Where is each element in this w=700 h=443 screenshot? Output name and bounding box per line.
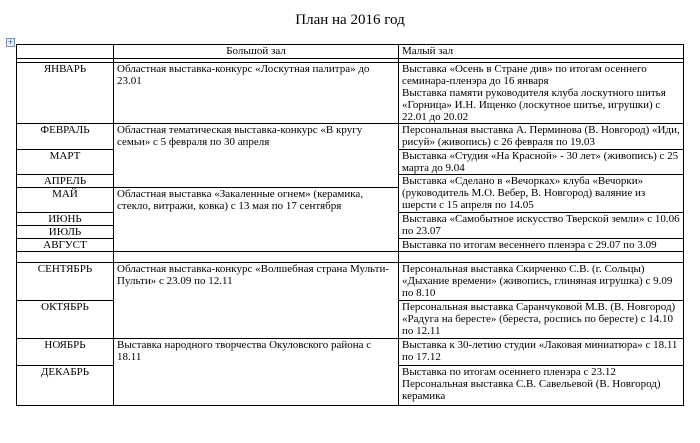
- month-february: ФЕВРАЛЬ: [17, 124, 114, 150]
- table-row: [17, 263, 684, 301]
- small-hall-june-july: Выставка «Самобытное искусство Тверской земли» с 10.06 по 23.07: [399, 213, 684, 239]
- month-may: МАЙ: [17, 188, 114, 213]
- big-hall-september-october: Областная выставка-конкурс «Волшебная страна Мульти-Пульти» с 23.09 по 12.11: [114, 263, 399, 339]
- month-march: МАРТ: [17, 150, 114, 175]
- month-december: ДЕКАБРЬ: [17, 366, 114, 406]
- small-hall-september: Персональная выставка Скирченко С.В. (г. Сольцы) «Дыхание времени» (живопись, глиняная игрушка) с 9.09 по 8.10: [399, 263, 684, 301]
- month-january: ЯНВАРЬ: [17, 63, 114, 124]
- page-title: План на 2016 год: [295, 12, 405, 28]
- small-hall-january: Выставка «Осень в Стране див» по итогам осеннего семинара-пленэра до 16 января Выставка памяти руководителя клуба лоскутного шитья «Горница» И.Н. Ищенко (лоскутное шитье, игрушки) с 22.01 до 20.02: [399, 63, 684, 124]
- header-month: [17, 45, 114, 59]
- small-hall-august: Выставка по итогам весеннего пленэра с 29.07 по 3.09: [399, 239, 684, 252]
- month-july: ИЮЛЬ: [17, 226, 114, 239]
- big-hall-february-april: Областная тематическая выставка-конкурс «В кругу семьи» с 5 февраля по 30 апреля: [114, 124, 399, 188]
- month-september: СЕНТЯБРЬ: [17, 263, 114, 301]
- table-row: [17, 339, 684, 366]
- empty-cell: [17, 252, 114, 263]
- header-big-hall: Большой зал: [114, 45, 399, 59]
- big-hall-january: Областная выставка-конкурс «Лоскутная палитра» до 23.01: [114, 63, 399, 124]
- table-row: [17, 124, 684, 150]
- empty-cell: [399, 252, 684, 263]
- table-row: [17, 63, 684, 124]
- header-small-hall: Малый зал: [399, 45, 684, 59]
- plan-table: [16, 44, 684, 406]
- small-hall-march: Выставка «Студия «На Красной» - 30 лет» (живопись) с 25 марта до 9.04: [399, 150, 684, 175]
- small-hall-november: Выставка к 30-летию студии «Лаковая миниатюра» с 18.11 по 17.12: [399, 339, 684, 366]
- big-hall-may-august: Областная выставка «Закаленные огнем» (керамика, стекло, витражи, ковка) с 13 мая по 17 сентября: [114, 188, 399, 252]
- table-header-row: [17, 45, 684, 59]
- table-row: [17, 252, 684, 263]
- month-august: АВГУСТ: [17, 239, 114, 252]
- table-move-handle-icon[interactable]: +: [7, 38, 14, 46]
- month-october: ОКТЯБРЬ: [17, 301, 114, 339]
- small-hall-april-may: Выставка «Сделано в «Вечорках» клуба «Вечорки» (руководитель М.О. Вебер, В. Новгород) валяние из шерсти с 15 апреля по 14.05: [399, 175, 684, 213]
- month-april: АПРЕЛЬ: [17, 175, 114, 188]
- month-june: ИЮНЬ: [17, 213, 114, 226]
- small-hall-february: Персональная выставка А. Перминова (В. Новгород) «Иди, рисуй» (живопись) с 26 февраля по 19.03: [399, 124, 684, 150]
- big-hall-november-december: Выставка народного творчества Окуловского района с 18.11: [114, 339, 399, 406]
- small-hall-december: Выставка по итогам осеннего пленэра с 23.12 Персональная выставка С.В. Савельевой (В. Новгород) керамика: [399, 366, 684, 406]
- small-hall-october: Персональная выставка Саранчуковой М.В. (В. Новгород) «Радуга на бересте» (береста, роспись по бересте) с 14.10 по 12.11: [399, 301, 684, 339]
- empty-cell: [114, 252, 399, 263]
- month-november: НОЯБРЬ: [17, 339, 114, 366]
